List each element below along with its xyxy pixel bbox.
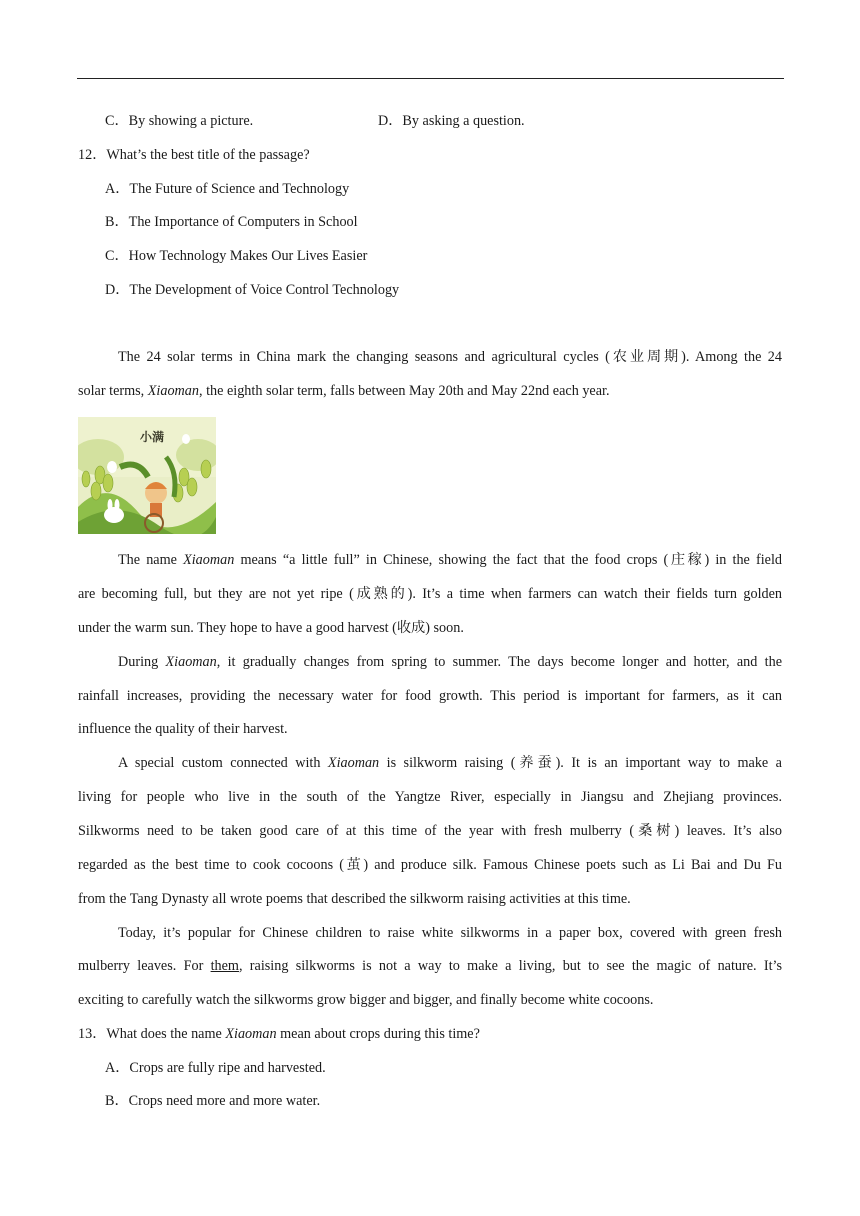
- q12-option-c[interactable]: C．How Technology Makes Our Lives Easier: [105, 248, 368, 264]
- p4-line: mulberry leaves. For them, raising silkworms is not a way to make a living, but to see the magic of nature. It’s: [78, 958, 782, 974]
- q12-option-d[interactable]: D．The Development of Voice Control Technology: [105, 282, 400, 298]
- q12-question: 12．What’s the best title of the passage?: [78, 147, 310, 163]
- p3-line: A special custom connected with Xiaoman is silkworm raising (养蚕). It is an important way to make a: [118, 755, 782, 771]
- p1-line: are becoming full, but they are not yet ripe (成熟的). It’s a time when farmers can watch their fields turn golden: [78, 586, 782, 602]
- p3-line: regarded as the best time to cook cocoons (茧) and produce silk. Famous Chinese poets such as Li Bai and Du Fu: [78, 857, 782, 873]
- p4-line: exciting to carefully watch the silkworms grow bigger and bigger, and finally become white cocoons.: [78, 992, 654, 1008]
- q11-option-d[interactable]: D．By asking a question.: [378, 113, 525, 129]
- q11-option-c[interactable]: C．By showing a picture.: [105, 113, 254, 129]
- p2-line: During Xiaoman, it gradually changes from spring to summer. The days become longer and hotter, and the: [118, 654, 782, 670]
- term-xiaoman: Xiaoman: [147, 383, 199, 399]
- q13-option-a[interactable]: A．Crops are fully ripe and harvested.: [105, 1060, 326, 1076]
- p1-line: The name Xiaoman means “a little full” in Chinese, showing the fact that the food crops (庄稼) in the field: [118, 552, 782, 568]
- passage-intro-line: The 24 solar terms in China mark the changing seasons and agricultural cycles (农业周期). Among the 24: [118, 349, 782, 365]
- p2-line: influence the quality of their harvest.: [78, 721, 288, 737]
- p2-line: rainfall increases, providing the necessary water for food growth. This period is important for farmers, as it can: [78, 688, 782, 704]
- p4-line: Today, it’s popular for Chinese children to raise white silkworms in a paper box, covered with green fresh: [118, 925, 782, 941]
- passage-intro-line: solar terms, Xiaoman, the eighth solar term, falls between May 20th and May 22nd each year.: [78, 383, 610, 399]
- illustration-title: 小满: [140, 430, 165, 444]
- p3-line: from the Tang Dynasty all wrote poems that described the silkworm raising activities at this time.: [78, 891, 631, 907]
- q12-option-a[interactable]: A．The Future of Science and Technology: [105, 181, 350, 197]
- p1-line: under the warm sun. They hope to have a good harvest (收成) soon.: [78, 620, 464, 636]
- q12-option-b[interactable]: B．The Importance of Computers in School: [105, 214, 358, 230]
- q13-option-b[interactable]: B．Crops need more and more water.: [105, 1093, 321, 1109]
- q13-question: 13．What does the name Xiaoman mean about crops during this time?: [78, 1026, 480, 1042]
- underlined-them: them: [210, 958, 239, 974]
- p3-line: living for people who live in the south of the Yangtze River, especially in Jiangsu and Zhejiang provinces.: [78, 789, 782, 805]
- header-rule: [77, 78, 784, 79]
- xiaoman-illustration: [78, 417, 216, 534]
- p3-line: Silkworms need to be taken good care of at this time of the year with fresh mulberry (桑树) leaves. It’s also: [78, 823, 782, 839]
